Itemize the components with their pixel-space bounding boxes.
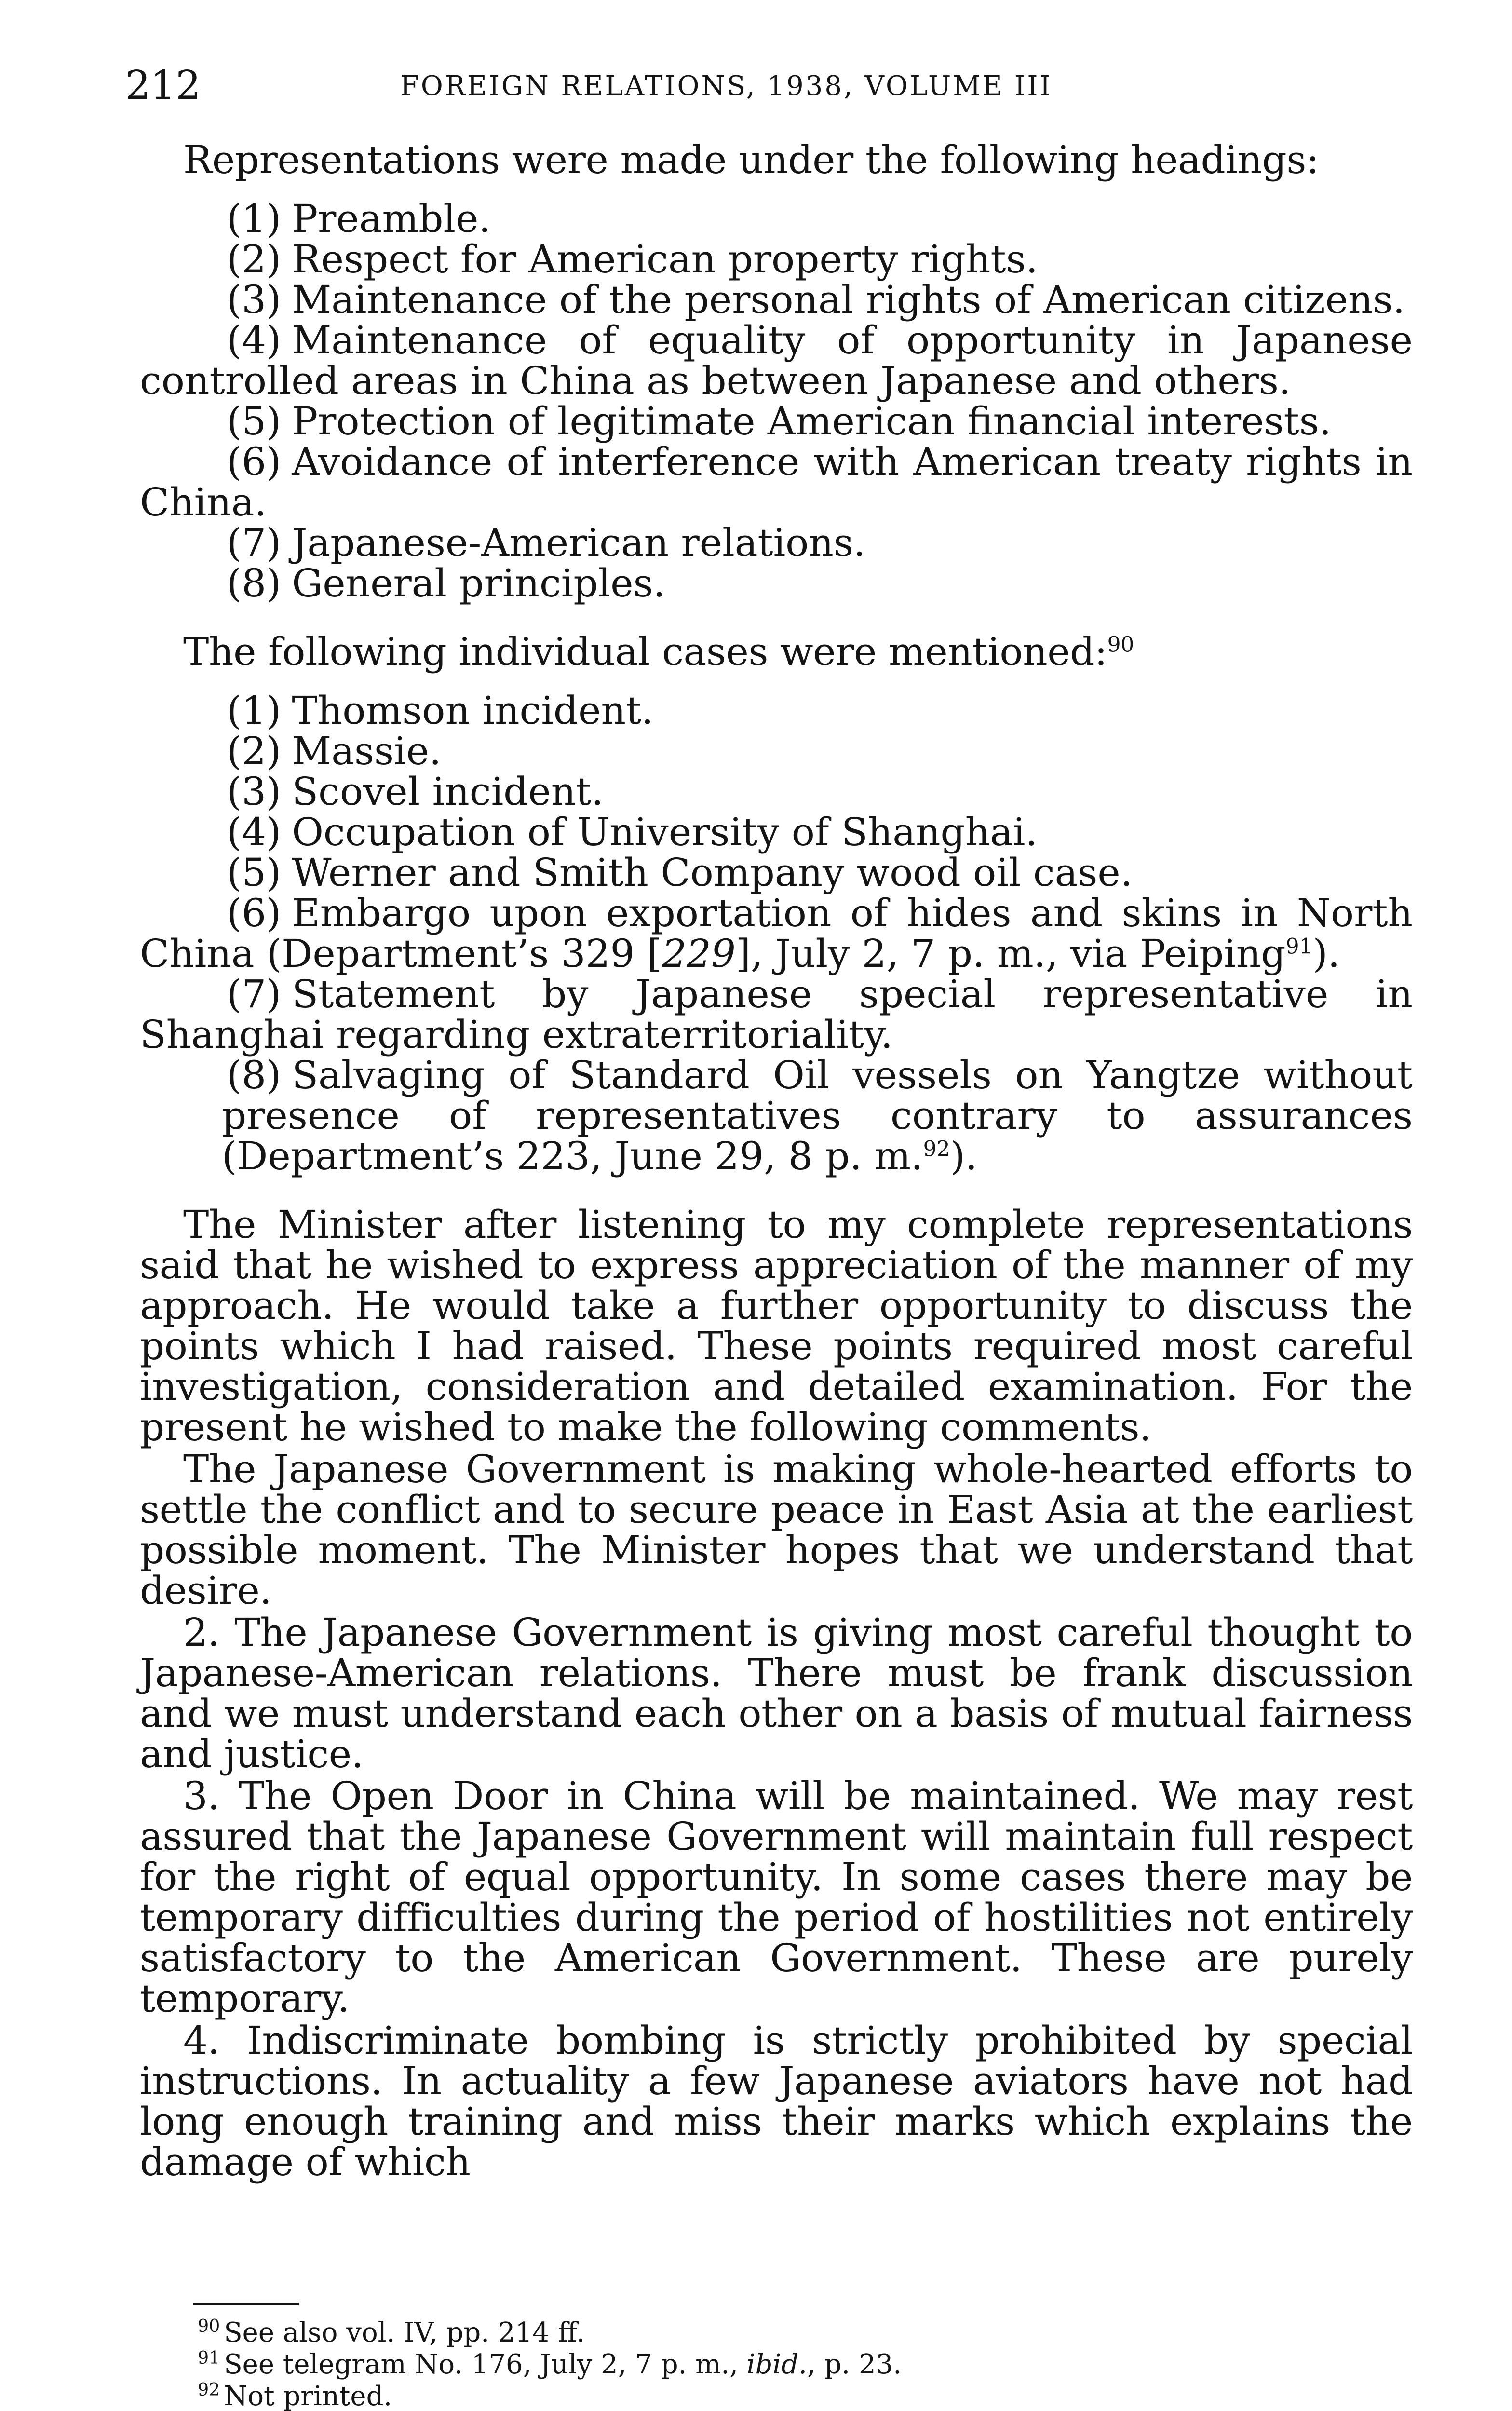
running-title: FOREIGN RELATIONS, 1938, VOLUME III (400, 70, 1053, 102)
comment-paragraph: 2. The Japanese Government is giving most careful thought to Japanese-American relations. There must be frank discussion and we must understand each other on a basis of mutual fairness and justice. (140, 1610, 1413, 1776)
footnote-ref: 92 (923, 1137, 950, 1162)
footnotes (198, 2317, 1355, 2411)
case-item: (1) Thomson incident. (227, 688, 654, 733)
case-item: (8) Salvaging of Standard Oil vessels on Yangtze without presence of representatives contrary to assurances (Department’s 223, June 29, 8 p. m.$^{92}$). (222, 1053, 1413, 1178)
comment-paragraph: The Japanese Government is making whole-hearted efforts to settle the conflict and to secure peace in East Asia at the earliest possible moment. The Minister hopes that we understand that desire. (140, 1447, 1413, 1613)
case-item: (5) Werner and Smith Company wood oil case. (227, 850, 1133, 895)
comment-paragraph: 4. Indiscriminate bombing is strictly prohibited by special instructions. In actuality a few Japanese aviators have not had long enough training and miss their marks which explains the damage of which (140, 2018, 1413, 2184)
page-header (125, 63, 1446, 116)
heading-item: (1) Preamble. (227, 196, 491, 241)
heading-item: (3) Maintenance of the personal rights of American citizens. (227, 277, 1405, 322)
case-item: (4) Occupation of University of Shanghai. (227, 810, 1038, 854)
cases-list (140, 688, 1413, 1178)
footnote: $^{91}$ See telegram No. 176, July 2, 7 p. m., ibid., p. 23. (198, 2347, 902, 2380)
heading-item: (7) Japanese-American relations. (227, 520, 866, 565)
case-item: (7) Statement by Japanese special representative in Shanghai regarding extraterritoriality. (140, 972, 1413, 1057)
comment-paragraph: 3. The Open Door in China will be maintained. We may rest assured that the Japanese Government will maintain full respect for the right of equal opportunity. In some cases there may be temporary difficulties during the period of hostilities not entirely satisfactory to the American Government. These are purely temporary. (140, 1774, 1413, 2021)
page-body (140, 137, 1413, 2184)
case-item: (2) Massie. (227, 729, 442, 773)
heading-item: (2) Respect for American property rights. (227, 237, 1038, 282)
heading-item: (6) Avoidance of interference with American treaty rights in China. (140, 439, 1413, 525)
case-item: (6) Embargo upon exportation of hides and skins in North China (Department’s 329 [229], July 2, 7 p. m., via Peiping$^{91}$). (140, 891, 1413, 976)
page-number: 212 (125, 63, 201, 108)
headings-list (140, 196, 1413, 606)
footnote-ref: 91 (1285, 934, 1313, 959)
footnote-divider (193, 2303, 299, 2305)
case-item: (3) Scovel incident. (227, 769, 604, 814)
footnote-ref: 90 (1107, 632, 1134, 657)
heading-item: (8) General principles. (227, 561, 665, 606)
footnote: $^{92}$ Not printed. (198, 2379, 392, 2411)
heading-item: (4) Maintenance of equality of opportunity in Japanese controlled areas in China as between Japanese and others. (140, 318, 1413, 403)
footnote: $^{90}$ See also vol. IV, pp. 214 ff. (198, 2316, 585, 2348)
cases-intro: The following individual cases were mentioned:$^{90}$ (183, 629, 1134, 674)
heading-item: (5) Protection of legitimate American financial interests. (227, 399, 1332, 444)
headings-intro: Representations were made under the following headings: (183, 137, 1319, 182)
minister-paragraph: The Minister after listening to my complete representations said that he wished to express appreciation of the manner of my approach. He would take a further opportunity to discuss the points which I had raised. These points required most careful investigation, consideration and detailed examination. For the present he wished to make the following comments. (140, 1202, 1413, 1449)
